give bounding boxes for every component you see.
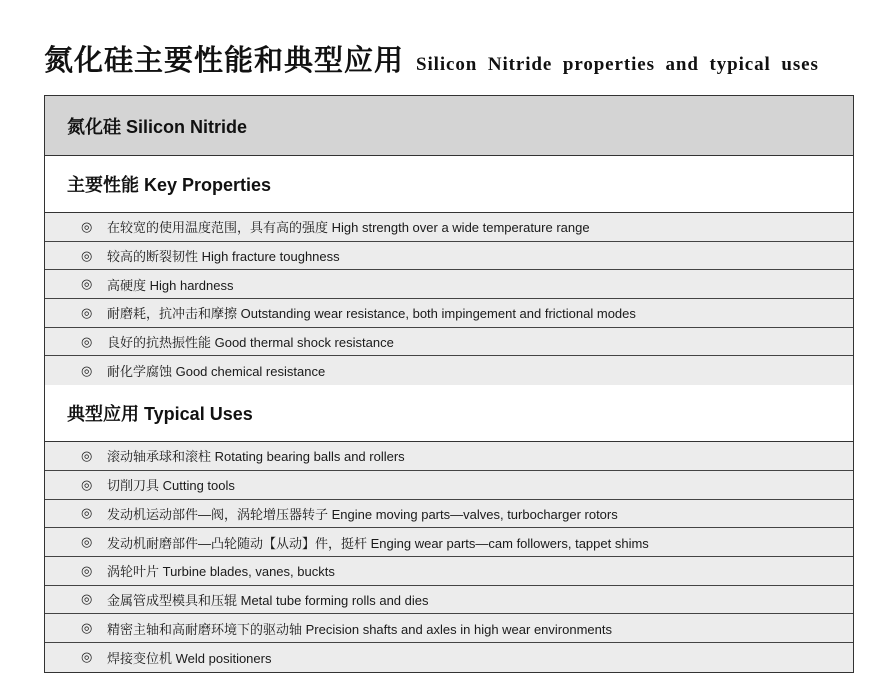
list-item-text: 精密主轴和高耐磨环境下的驱动轴 Precision shafts and axles in high wear environments [107,621,612,637]
list-item-text: 耐化学腐蚀 Good chemical resistance [107,364,326,380]
list-item [45,528,853,557]
typical-uses-list [45,442,853,672]
list-item-text: 耐磨耗，抗冲击和摩擦 Outstanding wear resistance, both impingement and frictional modes [107,306,636,322]
section-heading-key-properties: 主要性能 Key Properties [45,156,853,213]
section-heading-typical-uses: 典型应用 Typical Uses [45,385,853,442]
list-item-text: 发动机耐磨部件—凸轮随动【从动】件，挺杆 Enging wear parts—cam followers, tappet shims [107,535,649,551]
bullet-icon: ◎ [81,620,93,636]
list-item-text: 在较宽的使用温度范围，具有高的强度 High strength over a wide temperature range [107,220,590,236]
list-item-text: 良好的抗热振性能 Good thermal shock resistance [107,335,394,351]
list-item-text: 焊接变位机 Weld positioners [107,650,272,666]
list-item [45,242,853,271]
bullet-icon: ◎ [81,304,93,320]
properties-table [44,95,854,673]
bullet-icon: ◎ [81,362,93,378]
list-item [45,643,853,672]
bullet-icon: ◎ [81,476,93,492]
bullet-icon: ◎ [81,591,93,607]
list-item [45,356,853,385]
table-header: 氮化硅 Silicon Nitride [45,96,853,156]
list-item-text: 较高的断裂韧性 High fracture toughness [107,249,340,265]
bullet-icon: ◎ [81,333,93,349]
list-item-text: 高硬度 High hardness [107,277,234,293]
list-item-text: 发动机运动部件—阀，涡轮增压器转子 Engine moving parts—valves, turbocharger rotors [107,506,618,522]
page-title-english: Silicon Nitride properties and typical uses [416,54,819,75]
list-item-text: 滚动轴承球和滚柱 Rotating bearing balls and rollers [107,449,405,465]
key-properties-list [45,213,853,385]
list-item [45,270,853,299]
list-item [45,586,853,615]
list-item [45,471,853,500]
bullet-icon: ◎ [81,649,93,665]
bullet-icon: ◎ [81,218,93,234]
bullet-icon: ◎ [81,447,93,463]
list-item [45,614,853,643]
bullet-icon: ◎ [81,247,93,263]
page-title [44,38,819,79]
bullet-icon: ◎ [81,505,93,521]
list-item-text: 切削刀具 Cutting tools [107,478,235,494]
list-item-text: 金属管成型模具和压辊 Metal tube forming rolls and dies [107,592,429,608]
list-item [45,299,853,328]
list-item [45,557,853,586]
bullet-icon: ◎ [81,534,93,550]
bullet-icon: ◎ [81,276,93,292]
list-item [45,442,853,471]
bullet-icon: ◎ [81,562,93,578]
list-item-text: 涡轮叶片 Turbine blades, vanes, buckts [107,564,335,580]
page-title-chinese: 氮化硅主要性能和典型应用 [44,43,405,77]
list-item [45,328,853,357]
list-item [45,500,853,529]
list-item [45,213,853,242]
